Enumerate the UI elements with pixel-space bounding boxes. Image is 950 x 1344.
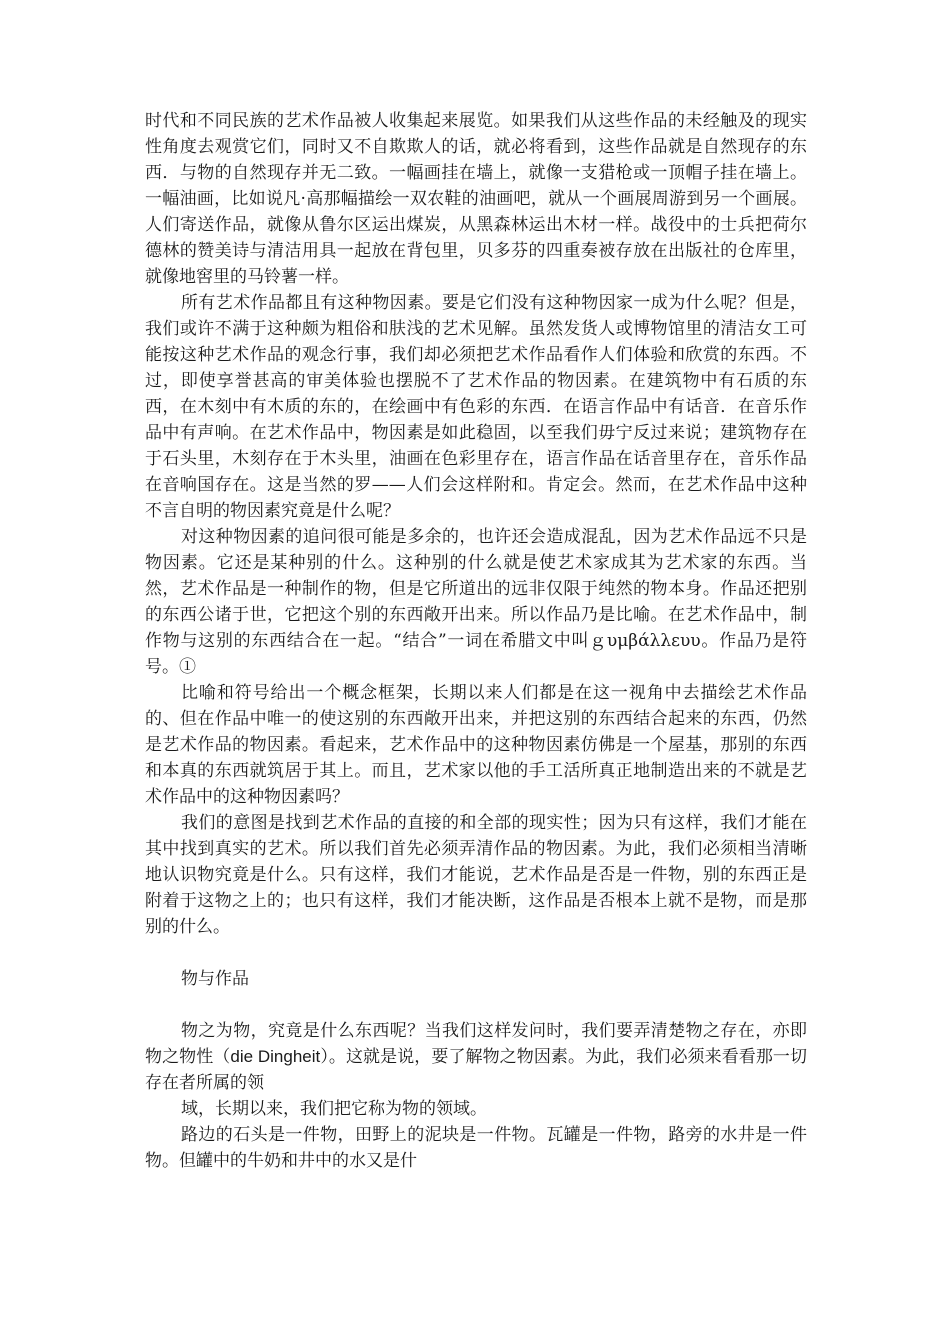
section-heading: 物与作品 [181,969,249,989]
paragraph-dingheit-before: 物之为物，究竟是什么东西呢？当我们这样发问时，我们要弄清楚物之存在，亦即物之物性（ [145,1021,807,1067]
document-page [145,108,807,1174]
paragraph-2: 所有艺术作品都且有这种物因素。要是它们没有这种物因家一成为什么呢？但是，我们或许不满于这种颇为粗俗和肤浅的艺术见解。虽然发货人或博物馆里的清洁女工可能按这种艺术作品的观念行事，我们却必须把艺术作品看作人们体验和欣赏的东西。不过，即使享誉甚高的审美体验也摆脱不了艺术作品的物因素。在建筑物中有石质的东西，在木刻中有木质的东的，在绘画中有色彩的东西．在语言作品中有话音．在音乐作品中有声响。在艺术作品中，物因素是如此稳固，以至我们毋宁反过来说；建筑物存在于石头里，木刻存在于木头里，油画在色彩里存在，语言作品在话音里存在，音乐作品在音响国存在。这是当然的罗——人们会这样附和。肯定会。然而，在艺术作品中这种不言自明的物因素究竟是什么呢？ [145,293,807,521]
paragraph-3: 对这种物因素的追问很可能是多余的，也许还会造成混乱，因为艺术作品远不只是物因素。它还是某种别的什么。这种别的什么就是使艺术家成其为艺术家的东西。当然，艺术作品是一种制作的物，但是它所道出的远非仅限于纯然的物本身。作品还把别的东西公诸于世，它把这个别的东西敞开出来。所以作品乃是比喻。在艺术作品中，制作物与这别的东西结合在一起。“结合”一词在希腊文中叫ｇυμβάλλευυ。作品乃是符号。① [145,527,807,677]
paragraph-5: 我们的意图是找到艺术作品的直接的和全部的现实性；因为只有这样，我们才能在其中找到真实的艺术。所以我们首先必须弄清作品的物因素。为此，我们必须相当清晰地认识物究竟是什么。只有这样，我们才能说，艺术作品是否是一件物，别的东西正是附着于这物之上的；也只有这样，我们才能决断，这作品是否根本上就不是物，而是那别的什么。 [145,813,807,937]
paragraph-dingheit [145,1018,807,1096]
paragraph-1: 时代和不同民族的艺术作品被人收集起来展览。如果我们从这些作品的未经触及的现实性角度去观赏它们，同时又不自欺欺人的话，就必将看到，这些作品就是自然现存的东西．与物的自然现存并无二致。一幅画挂在墙上，就像一支猎枪或一顶帽子挂在墙上。一幅油画，比如说凡·高那幅描绘一双农鞋的油画吧，就从一个画展周游到另一个画展。人们寄送作品，就像从鲁尔区运出煤炭，从黑森林运出木材一样。战役中的士兵把荷尔德林的赞美诗与清洁用具一起放在背包里，贝多芬的四重奏被存放在出版社的仓库里，就像地窖里的马铃薯一样。 [145,111,807,287]
paragraph-4: 比喻和符号给出一个概念框架，长期以来人们都是在这一视角中去描绘艺术作品的、但在作品中唯一的使这别的东西敞开出来，并把这别的东西结合起来的东西，仍然是艺术作品的物因素。看起来，艺术作品中的这种物因素仿佛是一个屋基，那别的东西和本真的东西就筑居于其上。而且，艺术家以他的手工活所真正地制造出来的不就是艺术作品中的这种物因素吗？ [145,683,807,807]
paragraph-domain: 域，长期以来，我们把它称为物的领域。 [181,1099,487,1119]
paragraph-stone: 路边的石头是一件物，田野上的泥块是一件物。瓦罐是一件物，路旁的水井是一件物。但罐中的牛奶和井中的水又是什 [145,1125,807,1171]
paragraph-dingheit-after: ）。这就是说，要了解物之物因素。为此，我们必须来看看那一切存在者所属的领 [145,1047,808,1093]
paragraph-dingheit-term: die Dingheit [230,1047,321,1066]
